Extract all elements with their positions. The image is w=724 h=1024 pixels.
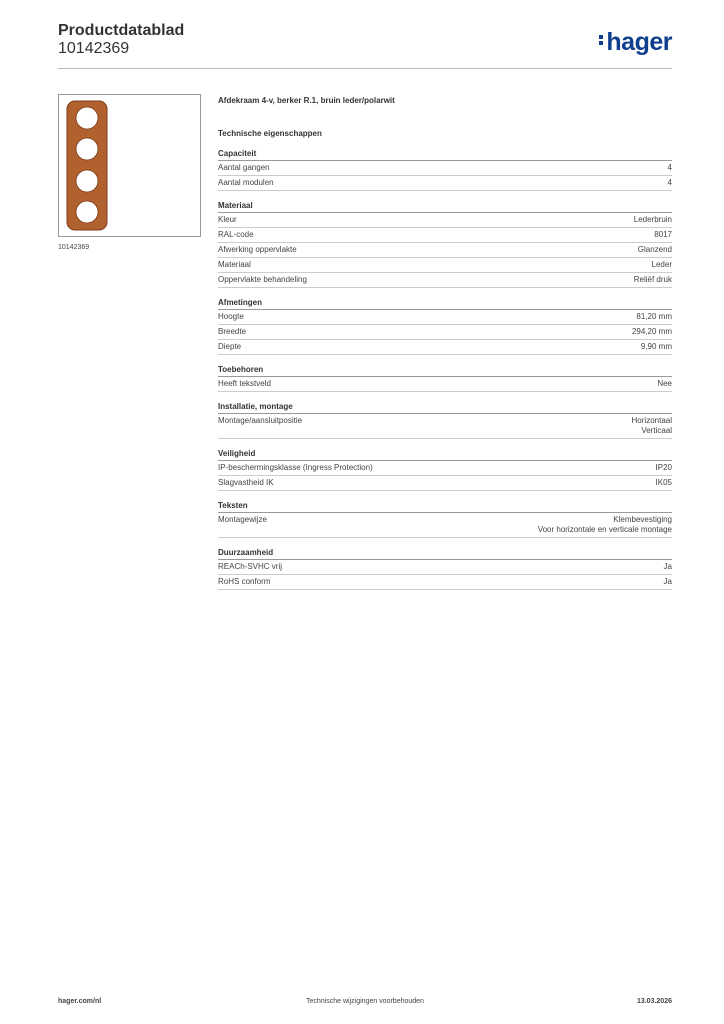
- spec-row: [218, 414, 672, 439]
- section-heading: Veiligheid: [218, 449, 672, 461]
- spec-label: Montage/aansluitpositie: [218, 416, 303, 425]
- spec-value: [652, 260, 672, 270]
- spec-label: Aantal modulen: [218, 178, 274, 187]
- spec-label: REACh-SVHC vrij: [218, 562, 283, 571]
- spec-value-line: Glanzend: [637, 245, 672, 254]
- spec-row: [218, 513, 672, 538]
- section-heading: Duurzaamheid: [218, 548, 672, 560]
- spec-value-line: Horizontaal: [631, 416, 672, 425]
- section-heading: Afmetingen: [218, 298, 672, 310]
- spec-row: [218, 258, 672, 273]
- footer-date: 13.03.2026: [636, 998, 672, 1005]
- footer-notice: Technische wijzigingen voorbehouden: [306, 998, 424, 1005]
- spec-value: [656, 463, 672, 473]
- spec-value-line: Voor horizontale en verticale montage: [537, 525, 672, 534]
- spec-label: Oppervlakte behandeling: [218, 275, 307, 284]
- spec-value: [657, 379, 672, 389]
- hager-logo: [599, 28, 672, 57]
- spec-label: RoHS conform: [218, 577, 271, 586]
- spec-label: Breedte: [218, 327, 247, 336]
- spec-value-line: Nee: [657, 379, 672, 388]
- section-heading: Materiaal: [218, 201, 672, 213]
- spec-value-line: Leder: [651, 260, 672, 269]
- spec-value: [636, 312, 672, 322]
- spec-label: Montagewijze: [218, 515, 267, 524]
- spec-value-line: 81,20 mm: [636, 312, 672, 321]
- spec-section: [218, 402, 672, 439]
- spec-label: Afwerking oppervlakte: [218, 245, 297, 254]
- spec-label: Heeft tekstveld: [218, 379, 271, 388]
- spec-label: Materiaal: [218, 260, 251, 269]
- spec-value-line: Verticaal: [641, 426, 672, 435]
- spec-row: [218, 243, 672, 258]
- image-caption: 10142369: [58, 244, 90, 251]
- spec-value: [664, 562, 672, 572]
- document-title: Productdatablad: [58, 22, 185, 39]
- spec-value-line: IK05: [655, 478, 672, 487]
- spec-row: [218, 575, 672, 590]
- spec-label: Aantal gangen: [218, 163, 270, 172]
- spec-row: [218, 228, 672, 243]
- spec-row: [218, 213, 672, 228]
- frame-opening: [76, 107, 98, 129]
- header-divider: [58, 68, 672, 69]
- spec-value: [632, 327, 672, 337]
- spec-row: [218, 273, 672, 288]
- spec-value-line: 294,20 mm: [631, 327, 672, 336]
- spec-value: [664, 577, 672, 587]
- technical-properties-heading: Technische eigenschappen: [218, 129, 322, 138]
- spec-value-line: Ja: [663, 562, 672, 571]
- spec-value: [632, 416, 672, 436]
- spec-row: [218, 340, 672, 355]
- spec-value: [634, 215, 672, 225]
- spec-value: [641, 342, 672, 352]
- page-header: [58, 20, 672, 70]
- spec-label: Diepte: [218, 342, 242, 351]
- spec-row: [218, 560, 672, 575]
- product-name: Afdekraam 4-v, berker R.1, bruin leder/polarwit: [218, 96, 395, 105]
- spec-row: [218, 377, 672, 392]
- spec-row: [218, 461, 672, 476]
- spec-sections: [218, 149, 672, 590]
- spec-value: [654, 230, 672, 240]
- spec-value: [538, 515, 672, 535]
- spec-value: [638, 245, 672, 255]
- spec-content: [218, 96, 672, 600]
- spec-row: [218, 476, 672, 491]
- spec-value-line: 4: [667, 163, 672, 172]
- footer-website: hager.com/nl: [58, 998, 102, 1005]
- spec-label: Kleur: [218, 215, 237, 224]
- frame-opening: [76, 170, 98, 192]
- section-heading: Toebehoren: [218, 365, 672, 377]
- spec-section: [218, 298, 672, 355]
- spec-value-line: Klembevestiging: [613, 515, 672, 524]
- spec-value-line: IP20: [655, 463, 672, 472]
- spec-label: Hoogte: [218, 312, 244, 321]
- section-heading: Teksten: [218, 501, 672, 513]
- spec-value: [668, 178, 672, 188]
- spec-row: [218, 325, 672, 340]
- spec-value-line: 8017: [654, 230, 672, 239]
- frame-opening: [76, 201, 98, 223]
- frame-opening: [76, 138, 98, 160]
- spec-label: Slagvastheid IK: [218, 478, 274, 487]
- spec-section: [218, 548, 672, 590]
- spec-row: [218, 310, 672, 325]
- spec-value-line: 9,90 mm: [640, 342, 672, 351]
- document-number: 10142369: [58, 40, 130, 57]
- logo-text: hager: [606, 28, 672, 56]
- spec-value: [656, 478, 672, 488]
- spec-value-line: Reliëf druk: [633, 275, 672, 284]
- spec-row: [218, 161, 672, 176]
- spec-label: IP-beschermingsklasse (Ingress Protection): [218, 463, 373, 472]
- spec-row: [218, 176, 672, 191]
- spec-value: [668, 163, 672, 173]
- spec-value: [634, 275, 672, 285]
- spec-label: RAL-code: [218, 230, 254, 239]
- product-image: [58, 94, 201, 237]
- spec-section: [218, 149, 672, 191]
- logo-dots-icon: [599, 33, 604, 47]
- cover-frame-icon: [64, 100, 195, 231]
- spec-value-line: 4: [667, 178, 672, 187]
- spec-value-line: Ja: [663, 577, 672, 586]
- spec-section: [218, 501, 672, 538]
- section-heading: Capaciteit: [218, 149, 672, 161]
- spec-section: [218, 365, 672, 392]
- spec-value-line: Lederbruin: [633, 215, 672, 224]
- spec-section: [218, 201, 672, 288]
- spec-section: [218, 449, 672, 491]
- section-heading: Installatie, montage: [218, 402, 672, 414]
